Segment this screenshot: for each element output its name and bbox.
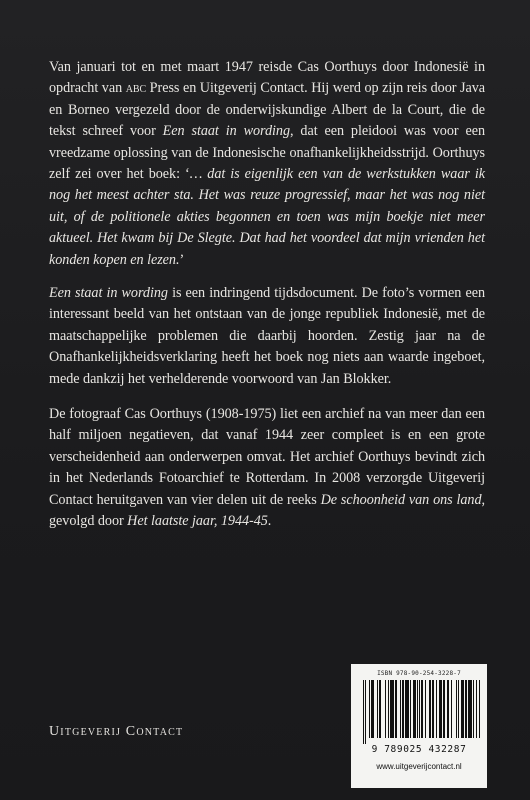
barcode-bar [465, 680, 467, 738]
barcode-bar [476, 680, 477, 738]
text-segment: ’ [179, 251, 185, 268]
text-segment: , dat een pleidooi was voor een vreedzame oplossing van de Indonesische onafhankelijkheidsstrijd. Oorthuys zelf zei over het boek: ‘ [49, 123, 485, 183]
barcode-bar [363, 680, 364, 744]
text-segment: Een staat in wording [49, 285, 168, 301]
paragraph-photographer [49, 404, 485, 532]
text-segment: Press en Uitgeverij Contact. Hij werd op zijn reis door Java en Borneo vergezeld door de onderwijskundige Albert de la Court, die de tekst schreef voor [49, 80, 485, 140]
text-segment: Van januari tot en met maart 1947 reisde Cas Oorthuys door Indonesië in opdracht van [49, 59, 485, 97]
text-segment: Het laatste jaar, 1944-45 [127, 513, 268, 530]
barcode-bars [363, 680, 481, 742]
ean-digits: 9 789025 432287 [371, 744, 467, 755]
website-url: www.uitgeverijcontact.nl [376, 762, 462, 771]
text-segment: De fotograaf Cas Oorthuys (1908-1975) liet een archief na van meer dan een half miljoen negatieven, dat vanaf 1944 zeer compleet is en een grote verscheidenheid aan onderwerpen omvat. Het archief Oorthuys bevindt zich in het Nederlands Fotoarchief te Rotterdam. In 2008 verzorgde Uitgeverij Contact heruitgaven van vier delen uit de reeks [49, 406, 485, 508]
barcode-bar [379, 680, 381, 738]
text-segment: , gevolgd door [49, 491, 486, 530]
barcode-bar [421, 680, 422, 738]
barcode-bar [419, 680, 420, 738]
text-segment: De schoonheid van ons land [320, 491, 482, 508]
barcode-bar [443, 680, 445, 738]
barcode-bar [371, 680, 374, 738]
publisher-imprint: Uitgeverij Contact [49, 724, 184, 739]
barcode-bar [405, 680, 408, 738]
barcode-bar [377, 680, 378, 738]
paragraph-description [49, 57, 485, 271]
barcode-bar [461, 680, 463, 738]
barcode-bar [473, 680, 474, 738]
barcode-bar [429, 680, 430, 738]
text-segment: … dat is eigenlijk een van de werkstukken waar ik nog het meest achter sta. Het was reuze progressief, maar het was nog niet uit, of de politionele akties begonnen en toen was mijn boekje niet meer aktueel. Het kwam bij De Slegte. Dat had het voordeel dat mijn vrienden het konden kopen en lezen. [49, 166, 485, 268]
barcode-bar [458, 680, 459, 738]
isbn-text: ISBN 978-90-254-3228-7 [377, 670, 461, 677]
barcode-bar [385, 680, 386, 738]
barcode-bar [479, 680, 480, 738]
barcode-bar [447, 680, 449, 738]
text-segment: . [267, 513, 272, 530]
text-segment: abc [125, 80, 147, 97]
barcode-bar [456, 680, 457, 738]
barcode-bar [436, 680, 437, 738]
paragraph-document [49, 283, 485, 390]
barcode-bar [468, 680, 471, 738]
text-segment: is een indringend tijdsdocument. De foto’s vormen een interessant beeld van het ontstaan van de jonge republiek Indonesië, met de maatschappelijke problemen die daarbij hoorden. Zestig jaar na de Onafhankelijkheidsverklaring heeft het boek nog niets aan waarde ingeboet, mede dankzij het verhelderende voorwoord van Jan Blokker. [49, 285, 485, 387]
barcode-bar [390, 680, 393, 738]
barcode-bar [432, 680, 434, 738]
barcode-bar [425, 680, 426, 738]
barcode-bar [451, 680, 452, 738]
barcode-bar [439, 680, 442, 738]
barcode-bar [402, 680, 404, 738]
barcode-bar [365, 680, 366, 744]
barcode-bar [388, 680, 389, 738]
barcode-bar [369, 680, 370, 738]
text-segment: Een staat in wording [162, 123, 290, 140]
barcode-bar [400, 680, 401, 738]
barcode-bar [413, 680, 415, 738]
barcode-bar [410, 680, 411, 738]
barcode-bar [395, 680, 397, 738]
barcode-bar [417, 680, 418, 738]
